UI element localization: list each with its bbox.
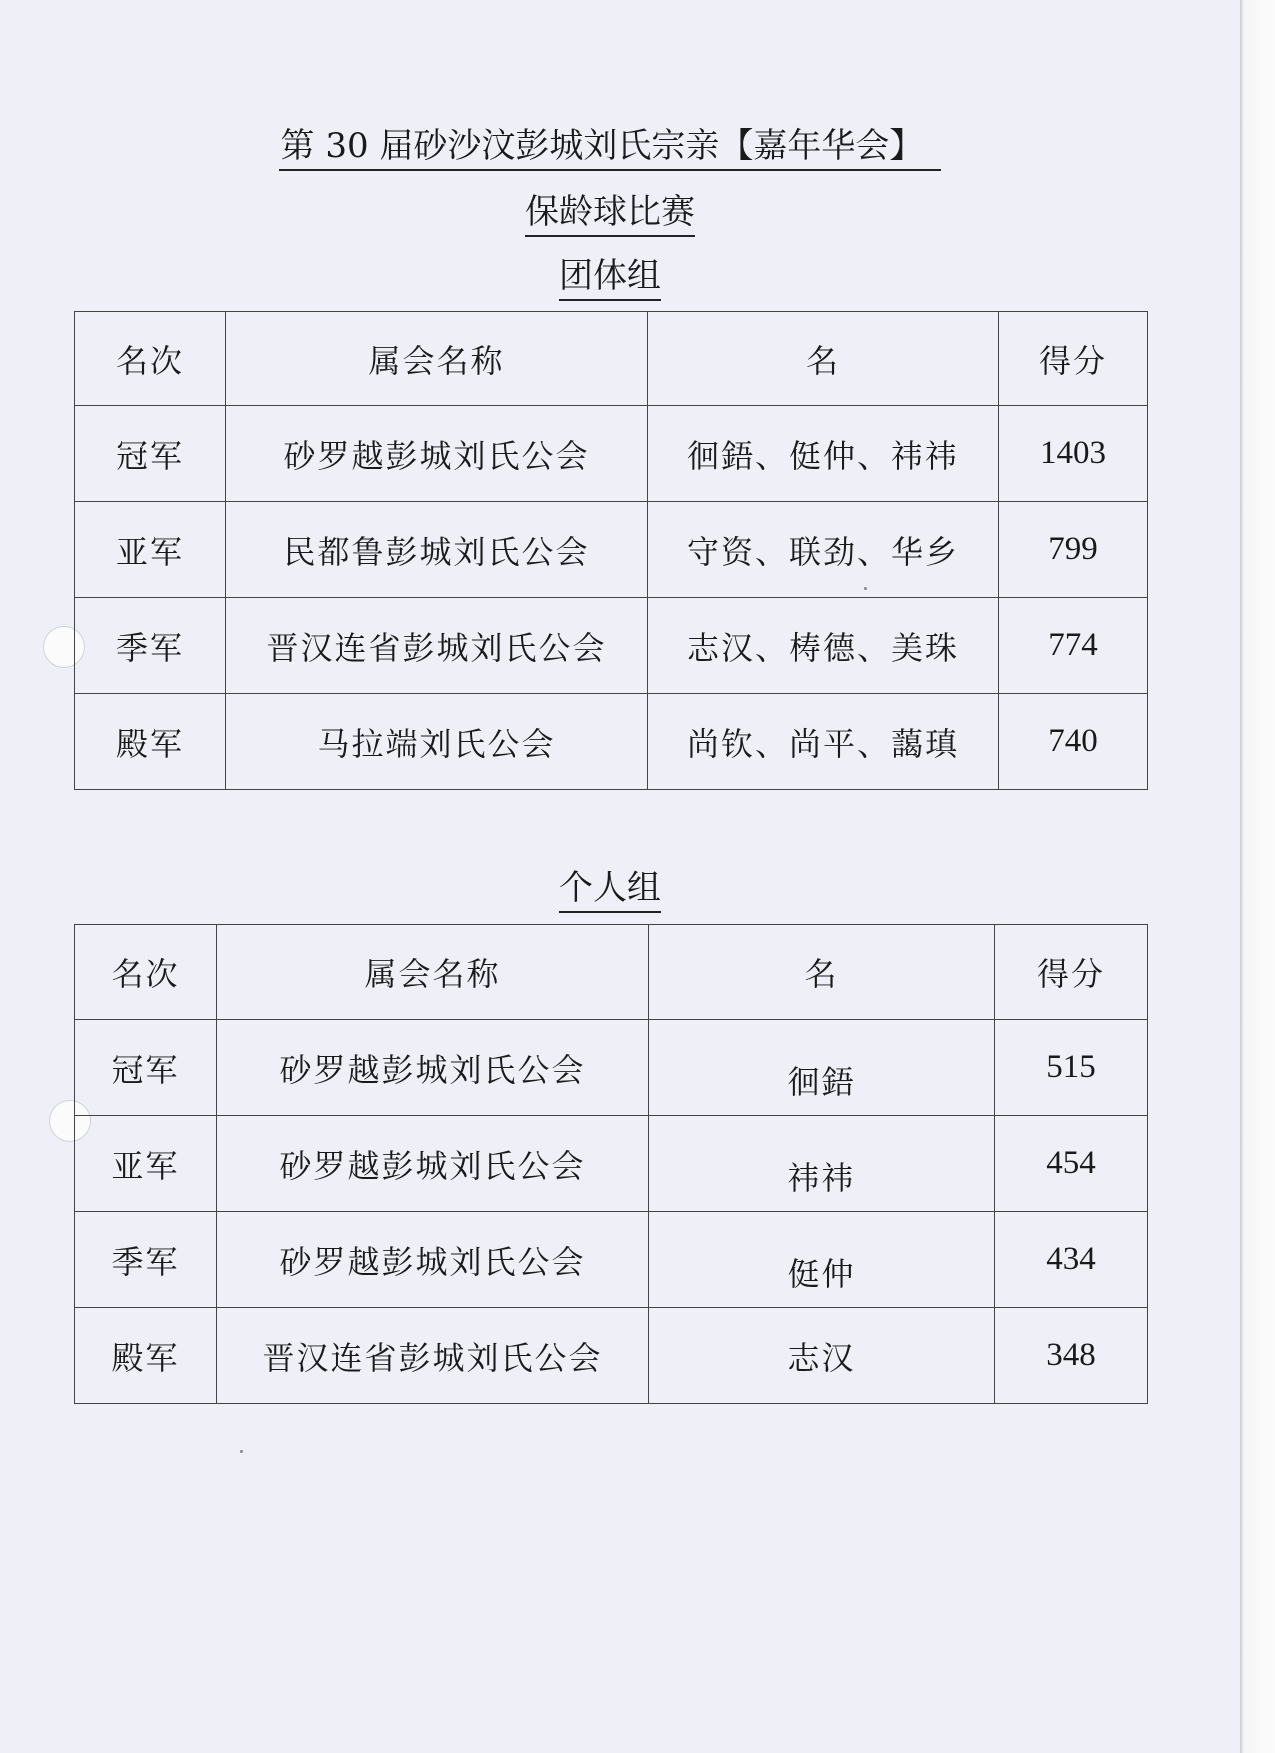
header-score: 得分 (999, 312, 1148, 406)
association-cell: 砂罗越彭城刘氏公会 (217, 1116, 649, 1212)
names-cell (649, 1212, 995, 1308)
table-row (75, 1020, 1148, 1116)
names-cell: 守资、联劲、华乡 (648, 502, 999, 598)
individual-section-heading (0, 868, 1220, 913)
table-header-row (75, 925, 1148, 1020)
table-row (75, 1212, 1148, 1308)
names-text: 徊鋙 (787, 1062, 856, 1101)
association-cell: 晋汉连省彭城刘氏公会 (226, 598, 648, 694)
names-cell: 尚钦、尚平、藹瑱 (648, 694, 999, 790)
header-rank: 名次 (75, 925, 217, 1020)
document-subtitle (0, 192, 1220, 237)
table-row (75, 694, 1148, 790)
header-association: 属会名称 (217, 925, 649, 1020)
header-association: 属会名称 (226, 312, 648, 406)
table-row (75, 406, 1148, 502)
rank-cell: 亚军 (75, 1116, 217, 1212)
document-title (0, 126, 1220, 171)
names-text: 祎祎 (787, 1158, 856, 1197)
table-row (75, 1116, 1148, 1212)
header-names: 名 (648, 312, 999, 406)
names-cell (649, 1116, 995, 1212)
association-cell: 马拉端刘氏公会 (226, 694, 648, 790)
team-heading-text: 团体组 (559, 258, 661, 301)
names-text: 侹仲 (787, 1254, 856, 1293)
score-cell: 774 (999, 598, 1148, 694)
association-cell: 民都鲁彭城刘氏公会 (226, 502, 648, 598)
association-cell: 砂罗越彭城刘氏公会 (226, 406, 648, 502)
association-cell: 晋汉连省彭城刘氏公会 (217, 1308, 649, 1404)
rank-cell: 季军 (75, 598, 226, 694)
rank-cell: 殿军 (75, 694, 226, 790)
individual-heading-text: 个人组 (559, 870, 661, 913)
scan-speck (240, 1450, 243, 1453)
rank-cell: 冠军 (75, 1020, 217, 1116)
names-cell: 志汉 (649, 1308, 995, 1404)
score-cell: 348 (995, 1308, 1148, 1404)
table-row (75, 502, 1148, 598)
score-cell: 740 (999, 694, 1148, 790)
rank-cell: 亚军 (75, 502, 226, 598)
score-cell: 515 (995, 1020, 1148, 1116)
team-section-heading (0, 256, 1220, 301)
header-rank: 名次 (75, 312, 226, 406)
rank-cell: 殿军 (75, 1308, 217, 1404)
rank-cell: 季军 (75, 1212, 217, 1308)
score-cell: 454 (995, 1116, 1148, 1212)
association-cell: 砂罗越彭城刘氏公会 (217, 1020, 649, 1116)
score-cell: 799 (999, 502, 1148, 598)
names-cell (649, 1020, 995, 1116)
score-cell: 434 (995, 1212, 1148, 1308)
team-results-table (74, 311, 1148, 790)
rank-cell: 冠军 (75, 406, 226, 502)
individual-results-table (74, 924, 1148, 1404)
document-title-text: 第 30 届砂沙汶彭城刘氏宗亲【嘉年华会】 (279, 128, 942, 171)
document-subtitle-text: 保龄球比赛 (525, 194, 695, 237)
table-row (75, 598, 1148, 694)
association-cell: 砂罗越彭城刘氏公会 (217, 1212, 649, 1308)
header-names: 名 (649, 925, 995, 1020)
table-header-row (75, 312, 1148, 406)
score-cell: 1403 (999, 406, 1148, 502)
page-edge-shadow (1240, 0, 1275, 1753)
header-score: 得分 (995, 925, 1148, 1020)
names-cell: 徊鋙、侹仲、祎祎 (648, 406, 999, 502)
names-cell: 志汉、梼德、美珠 (648, 598, 999, 694)
table-row (75, 1308, 1148, 1404)
